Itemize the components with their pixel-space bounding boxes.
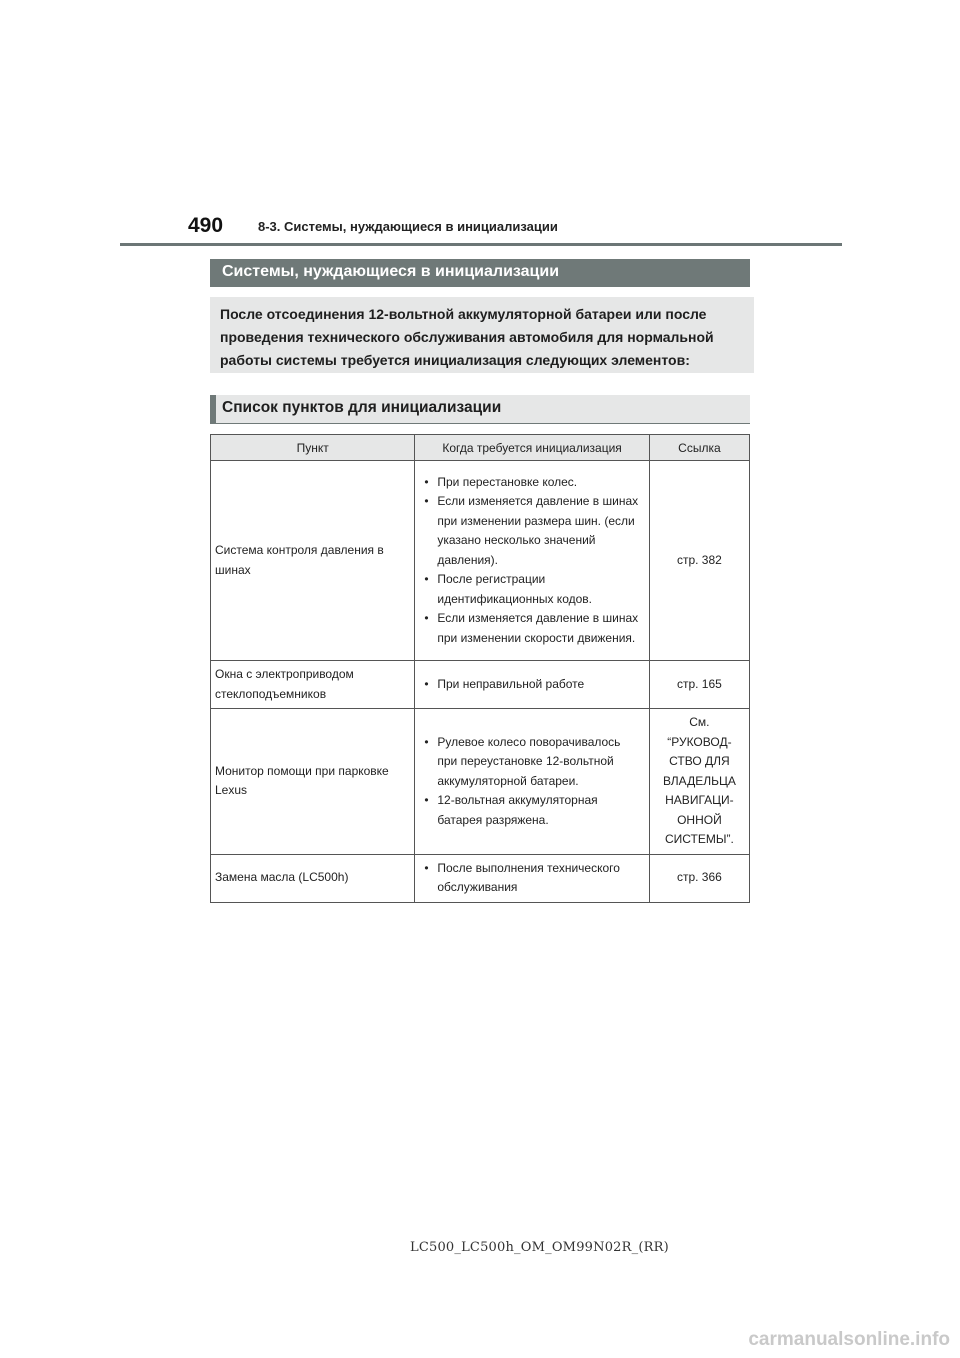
item-cell: Окна с электроприводом стеклоподъемников bbox=[211, 661, 415, 709]
condition-item: • Если изменяется давление в шинах при изменении скорости движения. bbox=[423, 609, 640, 648]
table-header-row bbox=[211, 435, 750, 461]
table-row bbox=[211, 661, 750, 709]
conditions-list bbox=[423, 733, 640, 831]
table-row bbox=[211, 854, 750, 902]
watermark: carmanualsonline.info bbox=[748, 1329, 950, 1350]
conditions-cell bbox=[415, 709, 649, 855]
reference-cell: стр. 165 bbox=[649, 661, 749, 709]
subsection-title: Список пунктов для инициализации bbox=[210, 395, 750, 424]
conditions-cell bbox=[415, 854, 649, 902]
section-title: Системы, нуждающиеся в инициализации bbox=[210, 259, 750, 287]
column-header-ref: Ссылка bbox=[649, 435, 749, 461]
header-divider bbox=[120, 243, 842, 246]
condition-item: • После выполнения технического обслуживания bbox=[423, 859, 640, 898]
page-number: 490 bbox=[188, 214, 224, 237]
item-cell: Замена масла (LC500h) bbox=[211, 854, 415, 902]
item-cell: Система контроля давления в шинах bbox=[211, 461, 415, 661]
reference-cell: стр. 366 bbox=[649, 854, 749, 902]
document-code: LC500_LC500h_OM_OM99N02R_(RR) bbox=[410, 1240, 669, 1255]
conditions-list bbox=[423, 859, 640, 898]
table-row bbox=[211, 709, 750, 855]
column-header-when: Когда требуется инициализация bbox=[415, 435, 649, 461]
column-header-item: Пункт bbox=[211, 435, 415, 461]
conditions-list bbox=[423, 675, 640, 695]
initialization-table bbox=[210, 434, 750, 903]
conditions-cell bbox=[415, 461, 649, 661]
condition-item: • 12-вольтная аккумуляторная батарея разряжена. bbox=[423, 791, 640, 830]
conditions-cell bbox=[415, 661, 649, 709]
reference-cell: стр. 382 bbox=[649, 461, 749, 661]
conditions-list bbox=[423, 473, 640, 649]
condition-item: • Если изменяется давление в шинах при изменении размера шин. (если указано несколько значений давления). bbox=[423, 492, 640, 570]
item-cell: Монитор помощи при парковке Lexus bbox=[211, 709, 415, 855]
condition-item: • При перестановке колес. bbox=[423, 473, 640, 493]
condition-item: • При неправильной работе bbox=[423, 675, 640, 695]
reference-cell: См. “РУКОВОД-СТВО ДЛЯ ВЛАДЕЛЬЦА НАВИГАЦИ-ОННОЙ СИСТЕМЫ”. bbox=[649, 709, 749, 855]
condition-item: • Рулевое колесо поворачивалось при переустановке 12-вольтной аккумуляторной батареи. bbox=[423, 733, 640, 792]
table-row bbox=[211, 461, 750, 661]
intro-paragraph: После отсоединения 12-вольтной аккумуляторной батареи или после проведения технического обслуживания автомобиля для нормальной работы системы требуется инициализация следующих элементов: bbox=[210, 297, 754, 373]
condition-item: • После регистрации идентификационных кодов. bbox=[423, 570, 640, 609]
running-title: 8-3. Системы, нуждающиеся в инициализации bbox=[258, 219, 558, 234]
